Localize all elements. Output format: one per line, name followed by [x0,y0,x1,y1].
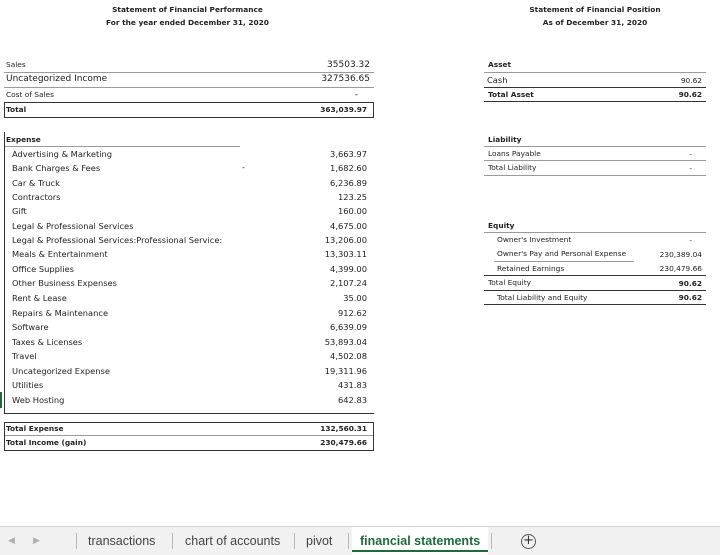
expense-value[interactable]: 160.00 [337,206,367,216]
expense-label[interactable]: Taxes & Licenses [12,337,83,347]
expense-header-rule [4,146,240,147]
total-equity-value[interactable]: 90.62 [678,279,702,288]
expense-header[interactable]: Expense [6,135,41,144]
totals-left-border [4,422,5,451]
loans-payable-value[interactable]: - [689,150,692,159]
row-divider [484,160,706,161]
retained-earnings-value[interactable]: 230,479.66 [659,264,702,273]
sheet-tab-bar [0,526,720,555]
total-asset-value[interactable]: 90.62 [678,90,702,99]
total-income-bottom-border [4,450,374,451]
active-cell-indicator [0,392,2,408]
expense-left-border [4,132,5,414]
expense-bottom-border [4,413,374,414]
income-label-sales[interactable]: Sales [6,60,26,69]
expense-value[interactable]: 19,311.96 [324,366,367,376]
expense-label[interactable]: Utilities [12,380,44,390]
expense-value[interactable]: 1,682.60 [330,163,367,173]
expense-label[interactable]: Rent & Lease [12,293,67,303]
expense-label[interactable]: Uncategorized Expense [12,366,110,376]
chevron-right-icon[interactable]: ▶ [33,536,40,546]
liability-header[interactable]: Liability [488,135,522,144]
income-value-uncategorized[interactable]: 327536.65 [321,74,370,84]
row-divider [484,275,706,276]
total-expense-value[interactable]: 132,560.31 [320,424,367,433]
expense-value[interactable]: 3,663.97 [330,149,367,159]
owners-pay-value[interactable]: 230,389.04 [659,250,702,259]
asset-header[interactable]: Asset [488,60,512,69]
expense-value[interactable]: 4,502.08 [330,351,367,361]
income-label-cost-of-sales[interactable]: Cost of Sales [6,90,54,99]
row-divider [484,146,706,147]
expense-value[interactable]: 123.25 [337,192,367,202]
tab-chart-of-accounts[interactable]: chart of accounts [185,534,281,548]
active-tab-underline [352,550,488,552]
row-divider [494,261,634,262]
expense-label[interactable]: Software [12,322,49,332]
total-income-value[interactable]: 230,479.66 [320,438,367,447]
total-income-label[interactable]: Total Income (gain) [6,438,87,447]
expense-value[interactable]: 13,206.00 [324,235,367,245]
expense-value[interactable]: 431.83 [337,380,367,390]
expense-label[interactable]: Legal & Professional Services:Professional Service: [12,235,223,245]
performance-title: Statement of Financial Performance [112,5,263,14]
total-asset-label[interactable]: Total Asset [488,90,534,99]
expense-value[interactable]: 642.83 [337,395,367,405]
expense-value[interactable]: 4,399.00 [330,264,367,274]
row-divider [484,304,706,305]
expense-value[interactable]: 35.00 [343,293,367,303]
expense-value[interactable]: 2,107.24 [330,278,367,288]
total-liability-equity-value[interactable]: 90.62 [678,293,702,302]
totals-right-border [373,422,374,451]
chevron-left-icon[interactable]: ◀ [8,536,15,546]
total-expense-label[interactable]: Total Expense [6,424,64,433]
expense-value[interactable]: 53,893.04 [324,337,367,347]
position-subtitle: As of December 31, 2020 [542,18,648,27]
income-value-sales[interactable]: 35503.32 [327,60,370,70]
total-right-border [373,102,374,118]
total-label[interactable]: Total [6,105,27,114]
tab-transactions[interactable]: transactions [88,534,156,548]
total-equity-label[interactable]: Total Equity [488,278,531,287]
retained-earnings-label[interactable]: Retained Earnings [497,264,565,273]
tab-separator [172,533,173,549]
total-liability-equity-label[interactable]: Total Liability and Equity [497,293,588,302]
row-divider [4,435,374,436]
total-liability-value[interactable]: - [689,164,692,173]
owners-pay-label[interactable]: Owner's Pay and Personal Expense [497,249,627,258]
expense-value[interactable]: 912.62 [337,308,367,318]
add-sheet-icon[interactable]: + [521,534,536,549]
total-asset-bottom-border [484,101,706,102]
total-bottom-border [4,117,374,118]
tab-separator [348,533,349,549]
expense-label[interactable]: Web Hosting [12,395,65,405]
expense-label[interactable]: Gift [12,206,27,216]
performance-subtitle: For the year ended December 31, 2020 [106,18,269,27]
expense-label[interactable]: Other Business Expenses [12,278,117,288]
cash-value[interactable]: 90.62 [680,76,702,85]
row-divider [484,290,706,291]
owners-investment-value[interactable]: - [689,236,692,245]
loans-payable-label[interactable]: Loans Payable [488,149,541,158]
expense-label[interactable]: Repairs & Maintenance [12,308,109,318]
row-divider [484,87,706,88]
income-label-uncategorized[interactable]: Uncategorized Income [6,74,108,84]
total-left-border [4,102,5,118]
tab-separator [76,533,77,549]
expense-value[interactable]: 13,303.11 [324,249,367,259]
expense-label[interactable]: Meals & Entertainment [12,249,108,259]
row-divider [484,72,706,73]
owners-investment-label[interactable]: Owner's Investment [497,235,572,244]
equity-header[interactable]: Equity [488,221,515,230]
total-top-border [4,102,374,103]
expense-dash[interactable]: - [242,162,245,172]
tab-financial-statements-label: financial statements [360,534,481,548]
tab-financial-statements[interactable] [352,527,488,555]
expense-value[interactable]: 6,236.89 [330,178,367,188]
total-liability-label[interactable]: Total Liability [488,163,537,172]
expense-label[interactable]: Bank Charges & Fees [12,163,101,173]
income-value-cost-of-sales[interactable]: - [354,90,358,100]
expense-value[interactable]: 6,639.09 [330,322,367,332]
row-divider [484,175,706,176]
expense-label[interactable]: Advertising & Marketing [12,149,113,159]
total-value[interactable]: 363,039.97 [320,105,367,114]
tab-pivot[interactable]: pivot [306,534,333,548]
row-divider [4,87,374,88]
expense-label[interactable]: Car & Truck [12,178,60,188]
tab-separator [491,533,492,549]
tab-separator [294,533,295,549]
position-title: Statement of Financial Position [529,5,661,14]
expense-label[interactable]: Travel [12,351,37,361]
expense-label[interactable]: Office Supplies [12,264,74,274]
expense-value[interactable]: 4,675.00 [330,221,367,231]
expense-label[interactable]: Contractors [12,192,61,202]
row-divider [484,232,706,233]
cash-label[interactable]: Cash [487,75,508,85]
expense-label[interactable]: Legal & Professional Services [12,221,134,231]
